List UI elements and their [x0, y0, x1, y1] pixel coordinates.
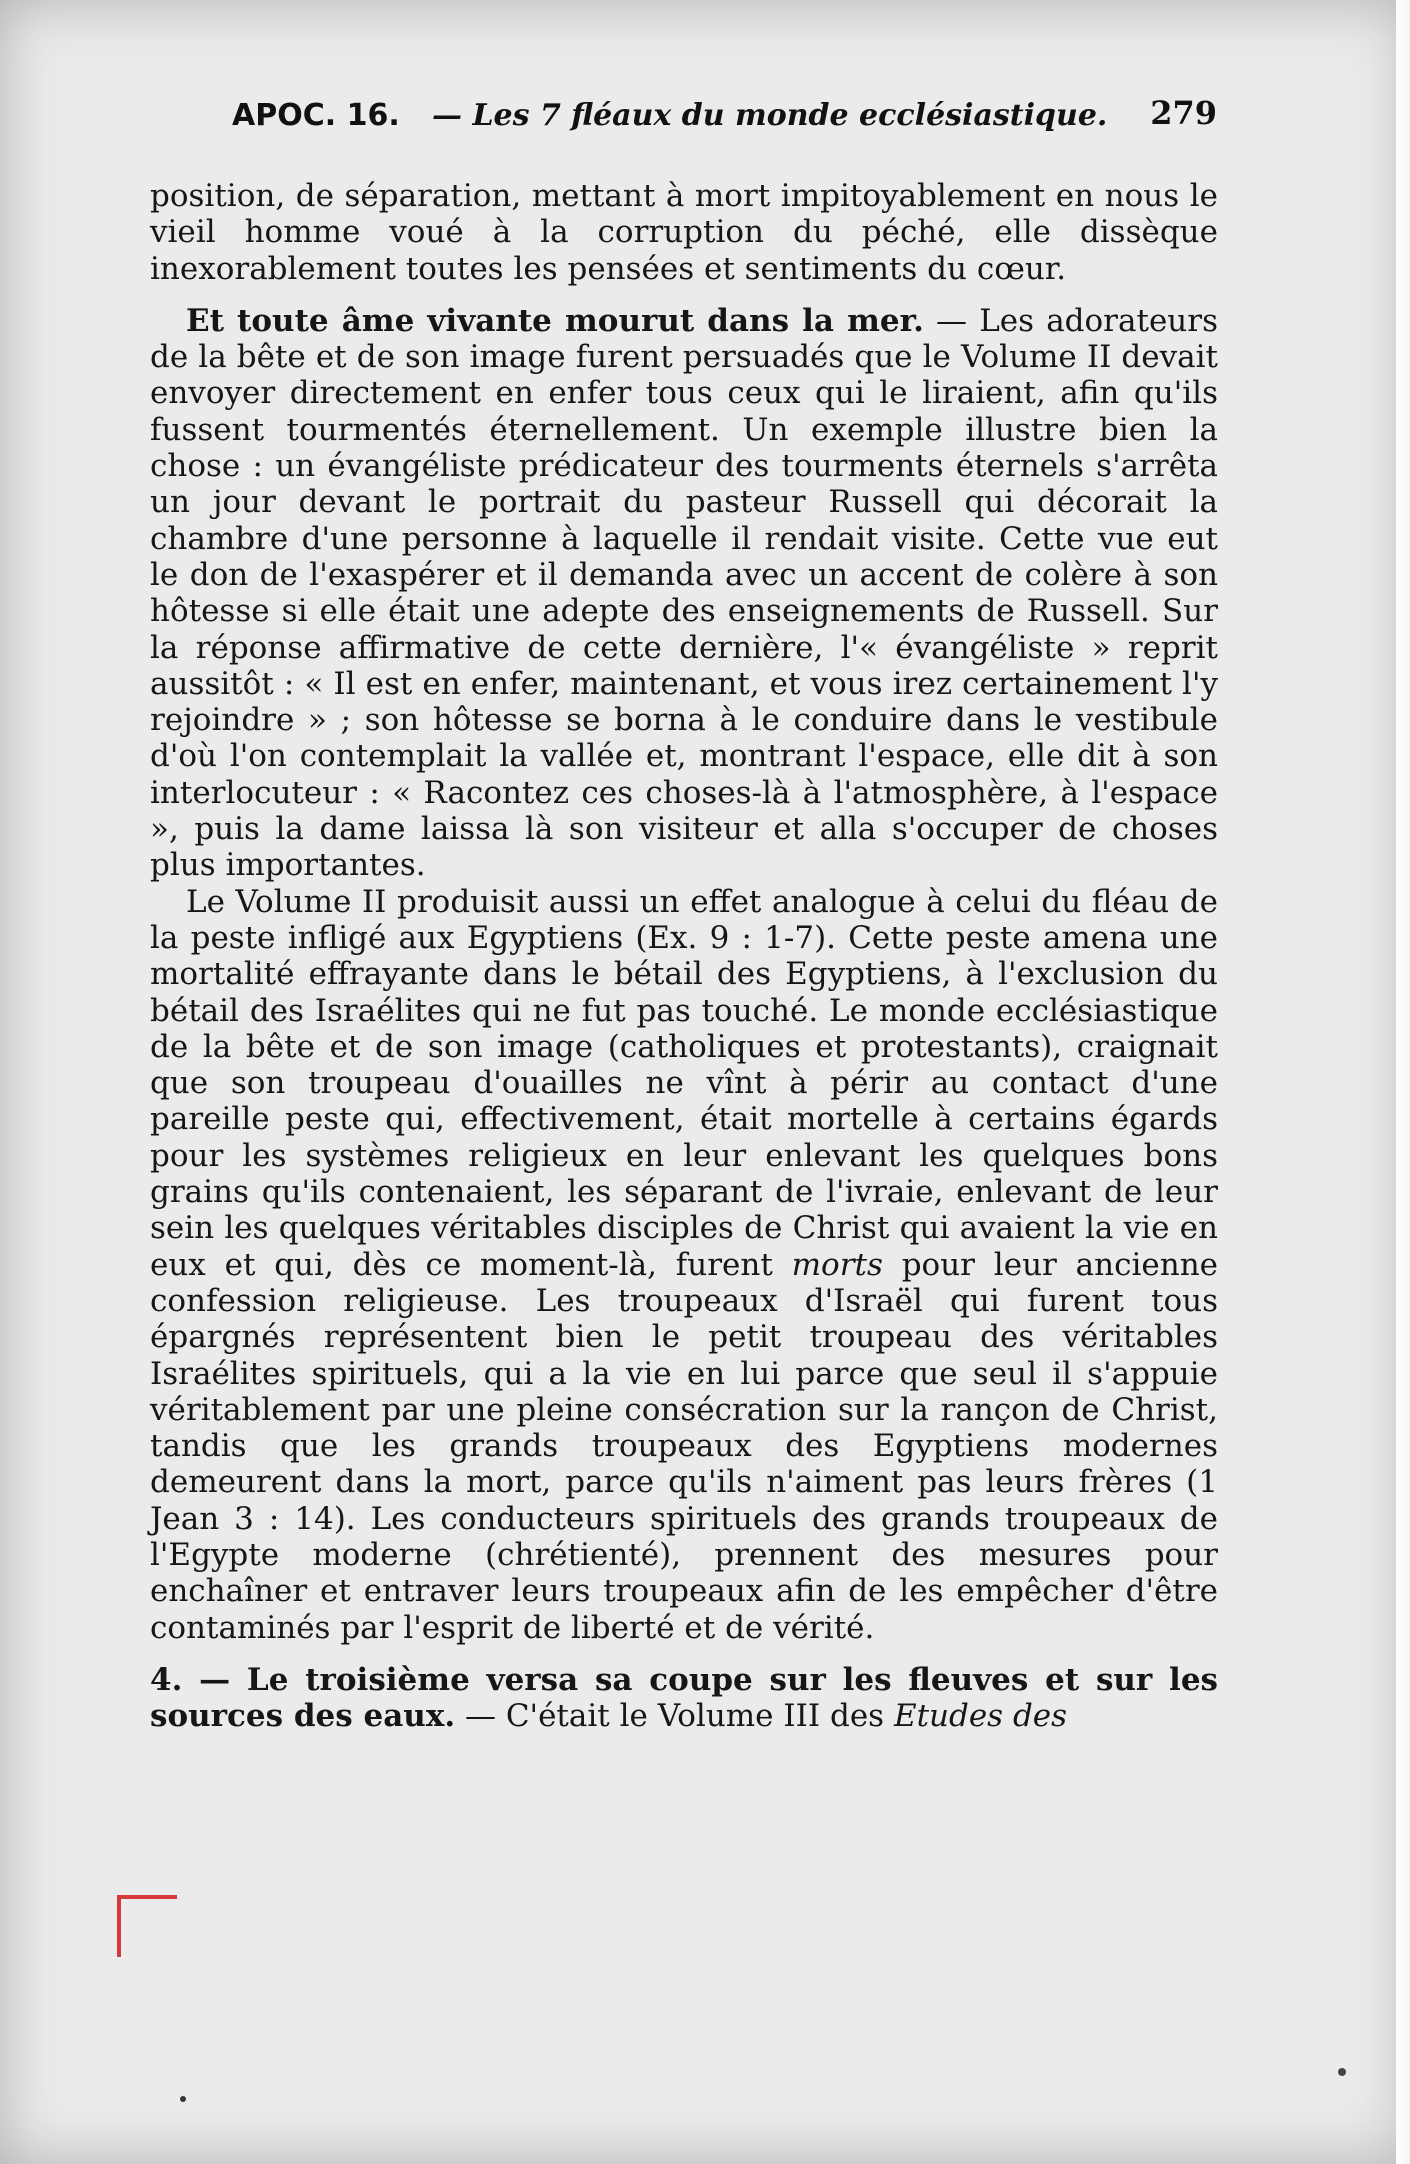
paragraph-text: — C'était le Volume III des	[455, 1698, 894, 1735]
page-number: 279	[1150, 94, 1217, 132]
header-title: — Les 7 fléaux du monde ecclésiastique.	[432, 98, 1108, 133]
running-header	[232, 88, 1217, 144]
body-text	[150, 178, 1218, 1734]
paragraph-text-cont: pour leur ancienne confession religieuse. Les troupeaux d'Israël qui furent tous épargnés représentent bien le petit troupeau des véritables Israélites spirituels, qui a la vie en lui parce que seul il s'appuie véritablement par une pleine consécration sur la rançon de Christ, tandis que les grands troupeaux des Egyptiens modernes demeurent dans la mort, parce qu'ils n'aiment pas leurs frères (1 Jean 3 : 14). Les conducteurs spirituels des grands troupeaux de l'Egypte moderne (chrétienté), prennent des mesures pour enchaîner et entraver leurs troupeaux afin de les empêcher d'être contaminés par l'esprit de liberté et de vérité.	[150, 1246, 1219, 1646]
paragraph-text: — Les adorateurs de la bête et de son image furent persuadés que le Volume II devait envoyer directement en enfer tous ceux qui le liraient, afin qu'ils fussent tourmentés éternellement. Un exemple illustre bien la chose : un évangéliste prédicateur des tourments éternels s'arrêta un jour devant le portrait du pasteur Russell qui décorait la chambre d'une personne à laquelle il rendait visite. Cette vue eut le don de l'exaspérer et il demanda avec un accent de colère à son hôtesse si elle était une adepte des enseignements de Russell. Sur la réponse affirmative de cette dernière, l'« évangéliste » reprit aussitôt : « Il est en enfer, maintenant, et vous irez certainement l'y rejoindre » ; son hôtesse se borna à le conduire dans le vestibule d'où l'on contemplait la vallée et, montrant l'espace, elle dit à son interlocuteur : « Racontez ces choses-là à l'atmosphère, à l'espace », puis la dame laissa là son visiteur et alla s'occuper de choses plus importantes.	[150, 302, 1218, 884]
paragraph-text: position, de séparation, mettant à mort impitoyablement en nous le vieil homme voué à la corruption du péché, elle dissèque inexorablement toutes les pensées et sentiments du cœur.	[150, 178, 1218, 287]
header-chapter: APOC. 16.	[232, 98, 400, 133]
italic-word: morts	[791, 1246, 883, 1283]
speck	[180, 2096, 186, 2102]
paragraph-third-bowl	[150, 1662, 1218, 1735]
page-edge	[1396, 0, 1410, 2164]
italic-title: Etudes des	[893, 1698, 1068, 1735]
red-crop-mark	[117, 1895, 177, 1957]
paragraph-bold-lead: Et toute âme vivante mourut dans la mer.	[186, 302, 924, 339]
speck	[1338, 2068, 1346, 2076]
paragraph-bold-lead: 4. — Le troisième versa sa coupe sur les fleuves et sur les sources des eaux.	[150, 1661, 1218, 1735]
paragraph-continuation	[150, 178, 1218, 287]
paragraph-text: Le Volume II produisit aussi un effet analogue à celui du fléau de la peste infligé aux Egyptiens (Ex. 9 : 1-7). Cette peste amena une mortalité effrayante dans le bétail des Egyptiens, à l'exclusion du bétail des Israélites qui ne fut pas touché. Le monde ecclésiastique de la bête et de son image (catholiques et protestants), craignait que son troupeau d'ouailles ne vînt à périr au contact d'une pareille peste qui, effectivement, était mortelle à certains égards pour les systèmes religieux en leur enlevant les quelques bons grains qu'ils contenaient, les séparant de l'ivraie, enlevant de leur sein les quelques véritables disciples de Christ qui avaient la vie en eux et qui, dès ce moment-là, furent	[150, 883, 1218, 1283]
paragraph-soul-died	[150, 303, 1218, 884]
paragraph-volume-two	[150, 884, 1218, 1646]
